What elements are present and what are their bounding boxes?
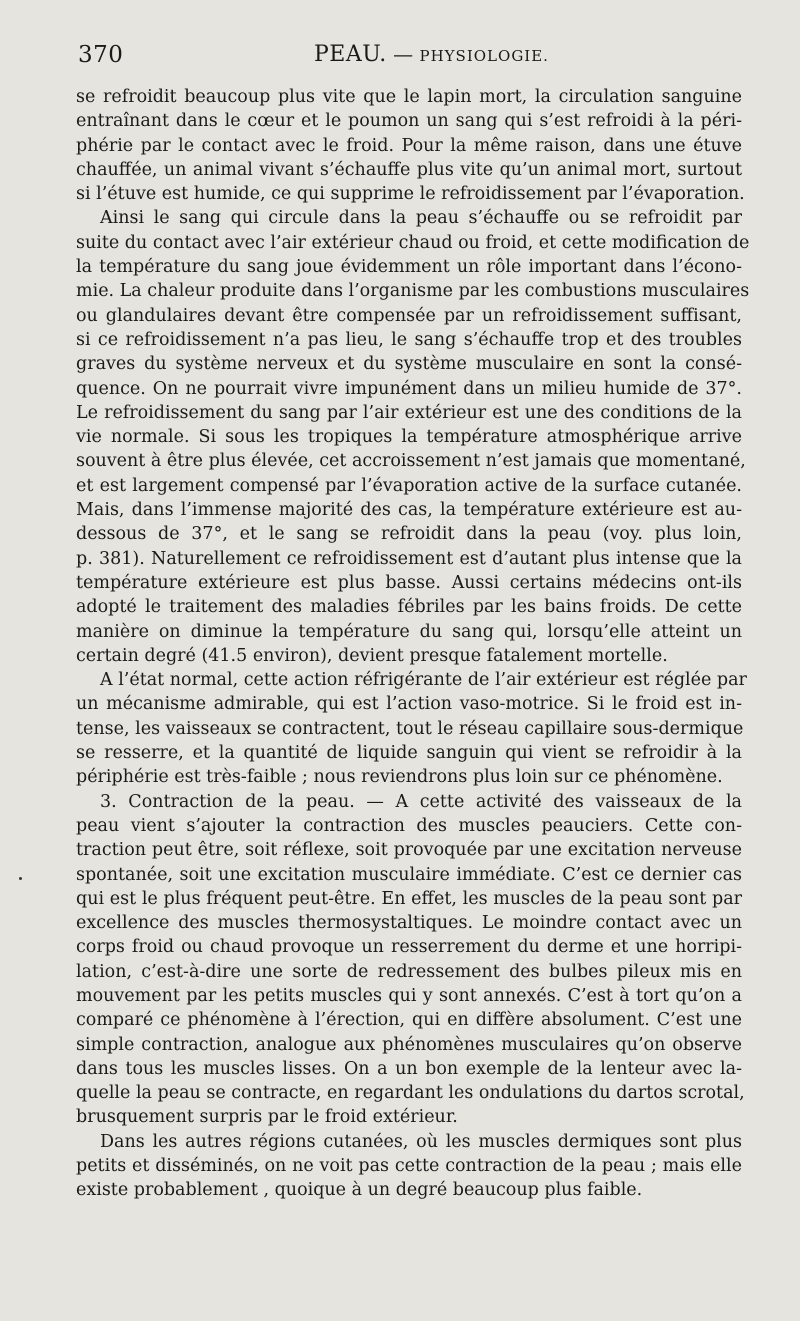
text-line: qui est le plus fréquent peut-être. En effet, les muscles de la peau sont par bbox=[76, 888, 742, 909]
text-line: Dans les autres régions cutanées, où les muscles dermiques sont plus bbox=[100, 1131, 742, 1152]
text-line: adopté le traitement des maladies fébriles par les bains froids. De cette bbox=[76, 597, 742, 618]
text-line: dessous de 37°, et le sang se refroidit dans la peau (voy. plus loin, bbox=[76, 524, 742, 545]
running-title bbox=[314, 42, 549, 67]
text-line: Le refroidissement du sang par l’air extérieur est une des conditions de la bbox=[76, 402, 742, 423]
text-line: suite du contact avec l’air extérieur chaud ou froid, et cette modification de bbox=[76, 232, 750, 253]
text-line: se resserre, et la quantité de liquide sanguin qui vient se refroidir à la bbox=[76, 743, 742, 764]
text-line: traction peut être, soit réflexe, soit provoquée par une excitation nerveuse bbox=[76, 840, 742, 861]
text-line: chauffée, un animal vivant s’échauffe plus vite qu’un animal mort, surtout bbox=[76, 159, 742, 180]
text-line: peau vient s’ajouter la contraction des muscles peauciers. Cette con- bbox=[76, 815, 742, 836]
text-line: si l’étuve est humide, ce qui supprime le refroidissement par l’évaporation. bbox=[76, 184, 745, 205]
text-line: lation, c’est-à-dire une sorte de redressement des bulbes pileux mis en bbox=[76, 961, 742, 982]
text-line: brusquement surpris par le froid extérieur. bbox=[76, 1107, 458, 1128]
text-line: spontanée, soit une excitation musculaire immédiate. C’est ce dernier cas bbox=[76, 864, 742, 885]
text-line: souvent à être plus élevée, cet accroissement n’est jamais que momentané, bbox=[76, 451, 746, 472]
text-line: ou glandulaires devant être compensée par un refroidissement suffisant, bbox=[76, 305, 742, 326]
page-number: 370 bbox=[78, 42, 124, 68]
text-line: A l’état normal, cette action réfrigérante de l’air extérieur est réglée par bbox=[100, 670, 747, 691]
text-line: tense, les vaisseaux se contractent, tout le réseau capillaire sous-dermique bbox=[76, 718, 744, 739]
text-line: quelle la peau se contracte, en regardant les ondulations du dartos scrotal, bbox=[76, 1083, 745, 1104]
running-title-main: PEAU. bbox=[314, 42, 387, 67]
text-line: simple contraction, analogue aux phénomènes musculaires qu’on observe bbox=[76, 1034, 742, 1055]
text-line: corps froid ou chaud provoque un resserrement du derme et une horripi- bbox=[76, 937, 742, 958]
text-line: un mécanisme admirable, qui est l’action vaso-motrice. Si le froid est in- bbox=[76, 694, 742, 715]
text-line: et est largement compensé par l’évaporation active de la surface cutanée. bbox=[76, 475, 742, 496]
text-line: mouvement par les petits muscles qui y sont annexés. C’est à tort qu’on a bbox=[76, 985, 742, 1006]
text-line: p. 381). Naturellement ce refroidissement est d’autant plus intense que la bbox=[76, 548, 742, 569]
text-line: température extérieure est plus basse. Aussi certains médecins ont-ils bbox=[76, 572, 742, 593]
text-line: certain degré (41.5 environ), devient presque fatalement mortelle. bbox=[76, 645, 668, 666]
text-line: quence. On ne pourrait vivre impunément dans un milieu humide de 37°. bbox=[76, 378, 742, 399]
text-line: Ainsi le sang qui circule dans la peau s’échauffe ou se refroidit par bbox=[100, 208, 742, 229]
running-title-sub: PHYSIOLOGIE. bbox=[419, 47, 549, 65]
text-line: vie normale. Si sous les tropiques la température atmosphérique arrive bbox=[76, 427, 742, 448]
running-header bbox=[78, 42, 742, 76]
text-line: manière on diminue la température du sang qui, lorsqu’elle atteint un bbox=[76, 621, 742, 642]
text-line: Mais, dans l’immense majorité des cas, la température extérieure est au- bbox=[76, 500, 742, 521]
text-line: existe probablement , quoique à un degré beaucoup plus faible. bbox=[76, 1180, 643, 1201]
text-line: comparé ce phénomène à l’érection, qui en diffère absolument. C’est une bbox=[76, 1010, 742, 1031]
text-line: excellence des muscles thermosystaltiques. Le moindre contact avec un bbox=[76, 913, 742, 934]
body-text bbox=[76, 85, 750, 1203]
text-line: graves du système nerveux et du système musculaire en sont la consé- bbox=[76, 354, 742, 375]
text-line: petits et disséminés, on ne voit pas cette contraction de la peau ; mais elle bbox=[76, 1156, 742, 1177]
text-line: périphérie est très-faible ; nous reviendrons plus loin sur ce phénomène. bbox=[76, 767, 723, 788]
text-line: se refroidit beaucoup plus vite que le lapin mort, la circulation sanguine bbox=[76, 87, 742, 107]
section-heading-line: 3. Contraction de la peau. — A cette activité des vaisseaux de la bbox=[100, 791, 742, 812]
text-line: phérie par le contact avec le froid. Pour la même raison, dans une étuve bbox=[76, 135, 742, 156]
text-line: entraînant dans le cœur et le poumon un sang qui s’est refroidi à la péri- bbox=[76, 111, 742, 132]
text-line: la température du sang joue évidemment un rôle important dans l’écono- bbox=[76, 257, 742, 278]
text-line: dans tous les muscles lisses. On a un bon exemple de la lenteur avec la- bbox=[76, 1058, 742, 1079]
running-title-separator: — bbox=[393, 42, 414, 66]
text-line: si ce refroidissement n’a pas lieu, le sang s’échauffe trop et des troubles bbox=[76, 329, 742, 350]
text-line: mie. La chaleur produite dans l’organisme par les combustions musculaires bbox=[76, 281, 750, 302]
ink-speck bbox=[19, 877, 22, 880]
